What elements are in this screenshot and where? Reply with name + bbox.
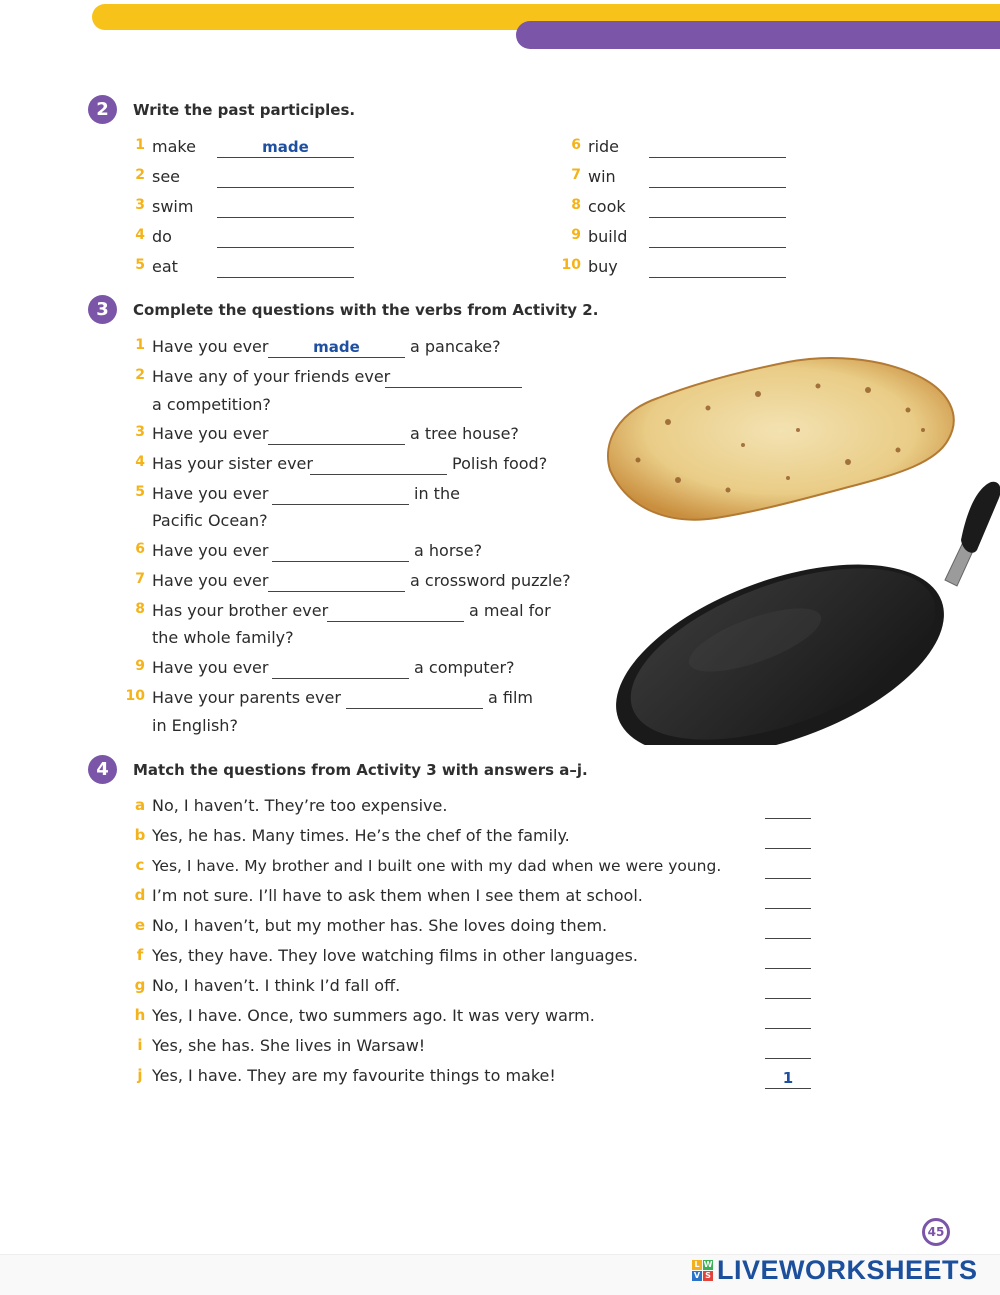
item-number: 8 <box>135 601 145 617</box>
answer-blank[interactable] <box>346 688 483 709</box>
activity-2-badge: 2 <box>88 95 117 124</box>
answer-blank[interactable] <box>310 454 447 475</box>
page-number: 45 <box>922 1218 950 1246</box>
question-start: Have you ever <box>152 658 269 677</box>
question-continuation: a competition? <box>152 395 271 414</box>
answer-text: Yes, she has. She lives in Warsaw! <box>152 1036 426 1055</box>
item-number: 2 <box>135 167 145 183</box>
answer-blank[interactable] <box>268 571 405 592</box>
answer-blank[interactable] <box>217 167 354 188</box>
answer-text: Yes, I have. My brother and I built one with my dad when we were young. <box>152 857 722 875</box>
match-blank[interactable] <box>765 978 811 999</box>
question-start: Have you ever <box>152 424 269 443</box>
question-continuation: Pacific Ocean? <box>152 511 268 530</box>
match-blank[interactable] <box>765 858 811 879</box>
header-purple-bar <box>516 21 1000 49</box>
answer-text: No, I haven’t. I think I’d fall off. <box>152 976 401 995</box>
answer-blank[interactable] <box>217 257 354 278</box>
answer-blank[interactable]: made <box>268 337 405 358</box>
answer-letter: i <box>137 1036 143 1054</box>
liveworksheets-logo[interactable] <box>692 1254 978 1286</box>
frying-pan-image <box>605 480 1000 749</box>
verb-label: ride <box>588 137 620 156</box>
verb-label: see <box>152 167 181 186</box>
answer-letter: d <box>134 886 146 904</box>
answer-text: No, I haven’t. They’re too expensive. <box>152 796 448 815</box>
answer-letter: f <box>136 946 144 964</box>
item-number: 8 <box>571 197 581 213</box>
logo-square: S <box>703 1271 713 1281</box>
activity-4-instruction: Match the questions from Activity 3 with answers a–j. <box>133 760 588 779</box>
answer-blank[interactable] <box>649 137 786 158</box>
answer-blank[interactable]: made <box>217 137 354 158</box>
verb-label: cook <box>588 197 626 216</box>
answer-blank[interactable] <box>327 601 464 622</box>
item-number: 7 <box>135 571 145 587</box>
item-number: 2 <box>135 367 145 383</box>
activity-2-instruction: Write the past participles. <box>133 100 356 119</box>
answer-letter: c <box>135 856 145 874</box>
answer-text: Yes, I have. They are my favourite things to make! <box>152 1066 556 1085</box>
item-number: 3 <box>135 424 145 440</box>
answer-blank[interactable] <box>217 197 354 218</box>
answer-blank[interactable] <box>649 167 786 188</box>
activity-2-header <box>88 95 355 124</box>
activity-3-header <box>88 295 598 324</box>
answer-text: Yes, he has. Many times. He’s the chef of the family. <box>152 826 570 845</box>
activity-3-badge: 3 <box>88 295 117 324</box>
answer-blank[interactable] <box>217 227 354 248</box>
question-start: Have your parents ever <box>152 688 341 707</box>
match-blank[interactable] <box>765 798 811 819</box>
answer-text: I’m not sure. I’ll have to ask them when I see them at school. <box>152 886 643 905</box>
question-start: Have you ever <box>152 337 269 356</box>
answer-letter: g <box>134 976 146 994</box>
logo-square: W <box>703 1260 713 1269</box>
item-number: 5 <box>135 484 145 500</box>
item-number: 7 <box>571 167 581 183</box>
activity-4-header <box>88 755 588 784</box>
question-end: a horse? <box>414 541 483 560</box>
match-blank[interactable]: 1 <box>765 1068 811 1089</box>
match-blank[interactable] <box>765 828 811 849</box>
answer-blank[interactable] <box>649 227 786 248</box>
question-end: a film <box>488 688 533 707</box>
question-start: Have you ever <box>152 484 269 503</box>
match-blank[interactable] <box>765 1038 811 1059</box>
verb-label: swim <box>152 197 194 216</box>
question-end: in the <box>414 484 460 503</box>
question-end: Polish food? <box>452 454 548 473</box>
verb-label: buy <box>588 257 618 276</box>
verb-label: do <box>152 227 172 246</box>
item-number: 10 <box>561 257 581 273</box>
answer-blank[interactable] <box>649 257 786 278</box>
item-number: 1 <box>135 337 145 353</box>
item-number: 6 <box>571 137 581 153</box>
answer-blank[interactable] <box>272 484 409 505</box>
verb-label: eat <box>152 257 178 276</box>
logo-text: LIVEWORKSHEETS <box>717 1254 978 1285</box>
answer-blank[interactable] <box>272 541 409 562</box>
question-end: a pancake? <box>410 337 501 356</box>
question-end: a tree house? <box>410 424 519 443</box>
item-number: 4 <box>135 454 145 470</box>
question-start: Has your brother ever <box>152 601 329 620</box>
question-start: Have any of your friends ever <box>152 367 391 386</box>
answer-letter: h <box>134 1006 146 1024</box>
answer-text: Yes, they have. They love watching films in other languages. <box>152 946 638 965</box>
question-continuation: in English? <box>152 716 238 735</box>
match-blank[interactable] <box>765 918 811 939</box>
answer-letter: e <box>134 916 146 934</box>
item-number: 3 <box>135 197 145 213</box>
logo-square: L <box>692 1260 702 1270</box>
item-number: 5 <box>135 257 145 273</box>
item-number: 4 <box>135 227 145 243</box>
answer-letter: a <box>134 796 146 814</box>
item-number: 9 <box>135 658 145 674</box>
question-end: a crossword puzzle? <box>410 571 571 590</box>
match-blank[interactable] <box>765 888 811 909</box>
match-blank[interactable] <box>765 948 811 969</box>
question-start: Have you ever <box>152 571 269 590</box>
verb-label: make <box>152 137 196 156</box>
question-start: Have you ever <box>152 541 269 560</box>
logo-square: V <box>693 1271 701 1280</box>
answer-blank[interactable] <box>385 367 522 388</box>
verb-label: build <box>588 227 628 246</box>
item-number: 1 <box>135 137 145 153</box>
match-blank[interactable] <box>765 1008 811 1029</box>
answer-text: No, I haven’t, but my mother has. She loves doing them. <box>152 916 608 935</box>
logo-grid-icon <box>692 1260 713 1281</box>
answer-letter: j <box>137 1066 143 1084</box>
item-number: 6 <box>135 541 145 557</box>
answer-text: Yes, I have. Once, two summers ago. It was very warm. <box>152 1006 595 1025</box>
answer-blank[interactable] <box>649 197 786 218</box>
question-end: a meal for <box>469 601 551 620</box>
activity-4-badge: 4 <box>88 755 117 784</box>
item-number: 10 <box>125 688 145 704</box>
verb-label: win <box>588 167 616 186</box>
question-start: Has your sister ever <box>152 454 313 473</box>
answer-letter: b <box>134 826 146 844</box>
item-number: 9 <box>571 227 581 243</box>
question-end: a computer? <box>414 658 515 677</box>
answer-blank[interactable] <box>272 658 409 679</box>
activity-3-instruction: Complete the questions with the verbs from Activity 2. <box>133 300 599 319</box>
question-continuation: the whole family? <box>152 628 294 647</box>
answer-blank[interactable] <box>268 424 405 445</box>
